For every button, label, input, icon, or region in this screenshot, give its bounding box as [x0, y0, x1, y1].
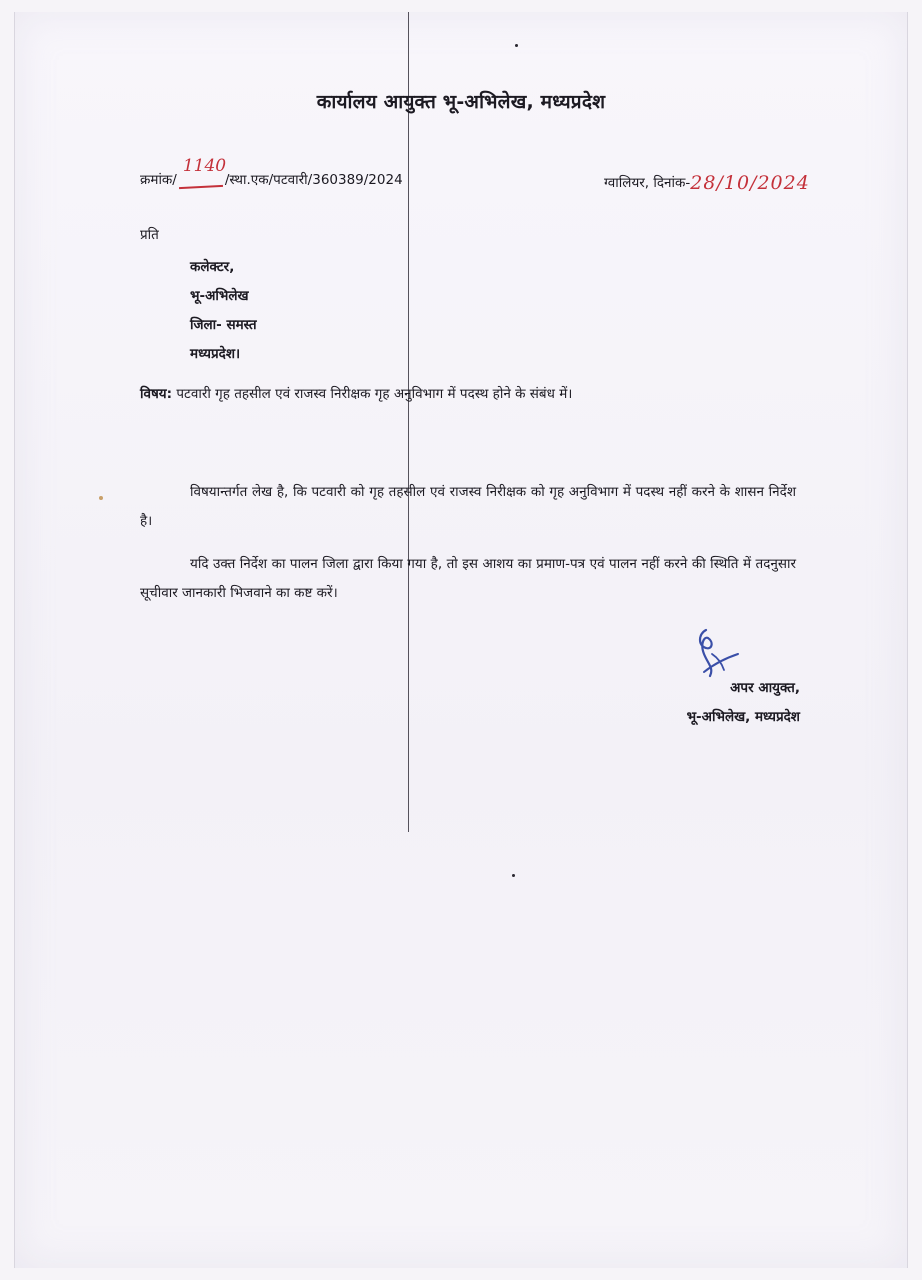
- addressee-line: भू-अभिलेख: [190, 288, 249, 304]
- paper-speck: [99, 496, 103, 500]
- body-paragraph: विषयान्तर्गत लेख है, कि पटवारी को गृह तहसील एवं राजस्व निरीक्षक को गृह अनुविभाग में पदस्थ नहीं करने के शासन निर्देश है।: [140, 484, 796, 529]
- reference-suffix: /स्था.एक/पटवारी/360389/2024: [224, 172, 403, 188]
- handwritten-date: 28/10/2024: [690, 172, 810, 194]
- subject-line: [140, 384, 572, 402]
- office-title: कार्यालय आयुक्त भू-अभिलेख, मध्यप्रदेश: [316, 91, 606, 113]
- body-paragraph: यदि उक्त निर्देश का पालन जिला द्वारा किया गया है, तो इस आशय का प्रमाण-पत्र एवं पालन नहीं करने की स्थिति में तदनुसार सूचीवार जानकारी भिजवाने का कष्ट करें।: [140, 556, 796, 601]
- subject-text: पटवारी गृह तहसील एवं राजस्व निरीक्षक गृह अनुविभाग में पदस्थ होने के संबंध में।: [176, 386, 573, 402]
- addressee-line: जिला- समस्त: [190, 317, 257, 333]
- addressee-line: कलेक्टर,: [190, 259, 235, 275]
- reference-prefix: क्रमांक/: [140, 172, 177, 188]
- addressee-line: मध्यप्रदेश।: [190, 346, 241, 362]
- letter-page: [14, 12, 908, 1268]
- reference-handwritten-number: 1140: [182, 156, 227, 176]
- to-label: प्रति: [140, 227, 159, 243]
- subject-label: विषय:: [140, 386, 173, 402]
- fold-line: [408, 12, 409, 832]
- signatory-line: अपर आयुक्त,: [730, 680, 800, 696]
- paper-speck: [512, 874, 515, 877]
- paper-speck: [515, 44, 518, 47]
- date-label: ग्वालियर, दिनांक-: [604, 175, 691, 191]
- reference-handwritten: [177, 156, 227, 188]
- signatory-block: [600, 674, 800, 732]
- addressee-block: [190, 253, 257, 369]
- date-line: [604, 170, 810, 192]
- signatory-line: भू-अभिलेख, मध्यप्रदेश: [686, 709, 800, 725]
- reference-number: [140, 156, 403, 188]
